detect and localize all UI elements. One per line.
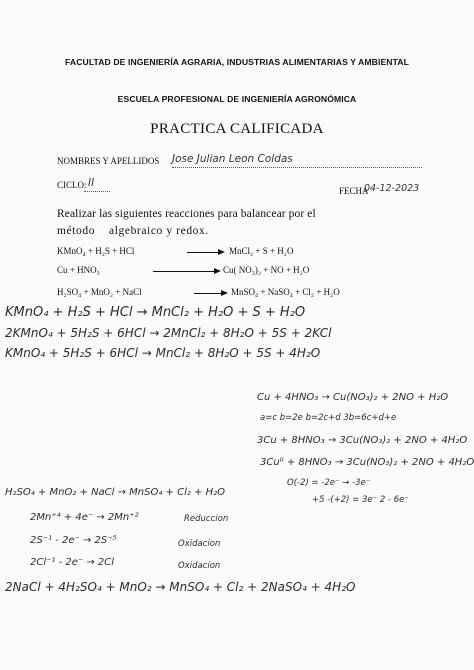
cycle-value: II	[88, 177, 95, 189]
names-underline	[172, 167, 422, 168]
handwritten-cu-line-5: O(-2) = -2e⁻ → -3e⁻	[287, 478, 371, 488]
names-label: NOMBRES Y APELLIDOS	[57, 156, 160, 166]
school-heading: ESCUELA PROFESIONAL DE INGENIERÍA AGRONÓMICA	[117, 94, 357, 104]
handwritten-cu-line-6: +5 -(+2) = 3e⁻ 2 - 6e⁻	[312, 495, 409, 505]
names-value: Jose Julian Leon Coldas	[172, 153, 293, 165]
equation-1-reactants: KMnO₄ + H₂S + HCl	[57, 246, 135, 256]
handwritten-kmno4-line-3: KMnO₄ + 5H₂S + 6HCl → MnCl₂ + 8H₂O + 5S + 4H₂O	[5, 346, 321, 360]
date-label: FECHA	[339, 186, 369, 196]
handwritten-h2so4-reduction: 2Mn⁺⁴ + 4e⁻ → 2Mn⁺²	[30, 512, 139, 523]
handwritten-kmno4-line-2: 2KMnO₄ + 5H₂S + 6HCl → 2MnCl₂ + 8H₂O + 5S + 2KCl	[5, 326, 332, 340]
instruction-method: método	[57, 225, 96, 237]
equation-1-products: MnCl₂ + S + H₂O	[229, 246, 294, 256]
equation-3-products: MnSO₄ + NaSO₄ + Cl₂ + H₂O	[231, 287, 340, 297]
cycle-underline	[84, 191, 110, 192]
instruction-line-1: Realizar las siguientes reacciones para balancear por el	[57, 208, 316, 220]
equation-1-arrow	[187, 252, 223, 253]
handwritten-cu-line-3: 3Cu + 8HNO₃ → 3Cu(NO₃)₂ + 2NO + 4H₂O	[257, 435, 468, 446]
handwritten-h2so4-balanced: 2NaCl + 4H₂SO₄ + MnO₂ → MnSO₄ + Cl₂ + 2NaSO₄ + 4H₂O	[5, 580, 356, 594]
handwritten-kmno4-line-1: KMnO₄ + H₂S + HCl → MnCl₂ + H₂O + S + H₂O	[5, 305, 306, 320]
equation-2-reactants: Cu + HNO₃	[57, 265, 100, 275]
handwritten-cu-line-4: 3Cu⁰ + 8HNO₃ → 3Cu(NO₃)₂ + 2NO + 4H₂O	[260, 457, 474, 468]
handwritten-label-reduccion: Reduccion	[184, 514, 229, 524]
instruction-methods: algebraico y redox.	[109, 225, 209, 237]
equation-1	[57, 246, 357, 258]
handwritten-h2so4-oxidation-cl: 2Cl⁻¹ - 2e⁻ → 2Cl	[30, 557, 115, 568]
faculty-heading: FACULTAD DE INGENIERÍA AGRARIA, INDUSTRIAS ALIMENTARIAS Y AMBIENTAL	[65, 57, 409, 67]
handwritten-label-oxidacion-2: Oxidacion	[178, 561, 221, 571]
instruction-line-2	[57, 225, 209, 237]
equation-2-arrow	[153, 271, 219, 272]
equation-3-arrow	[194, 293, 226, 294]
handwritten-h2so4-line-1: H₂SO₄ + MnO₂ + NaCl → MnSO₄ + Cl₂ + H₂O	[5, 487, 226, 498]
handwritten-label-oxidacion-1: Oxidacion	[178, 539, 221, 549]
equation-2	[57, 265, 357, 277]
cycle-label: CICLO:	[57, 180, 87, 190]
equation-3	[57, 287, 387, 299]
page-title: PRACTICA CALIFICADA	[150, 121, 324, 137]
handwritten-cu-line-1: Cu + 4HNO₃ → Cu(NO₃)₂ + 2NO + H₂O	[257, 392, 449, 403]
date-value: 04-12-2023	[364, 183, 420, 194]
equation-3-reactants: H₂SO₄ + MnO₂ + NaCl	[57, 287, 142, 297]
equation-2-products: Cu( NO₃)₂ + NO + H₂O	[223, 265, 310, 275]
handwritten-h2so4-oxidation-s: 2S⁻¹ - 2e⁻ → 2S⁻⁵	[30, 535, 117, 546]
handwritten-cu-line-2: a=c b=2e b=2c+d 3b=6c+d+e	[260, 413, 397, 423]
